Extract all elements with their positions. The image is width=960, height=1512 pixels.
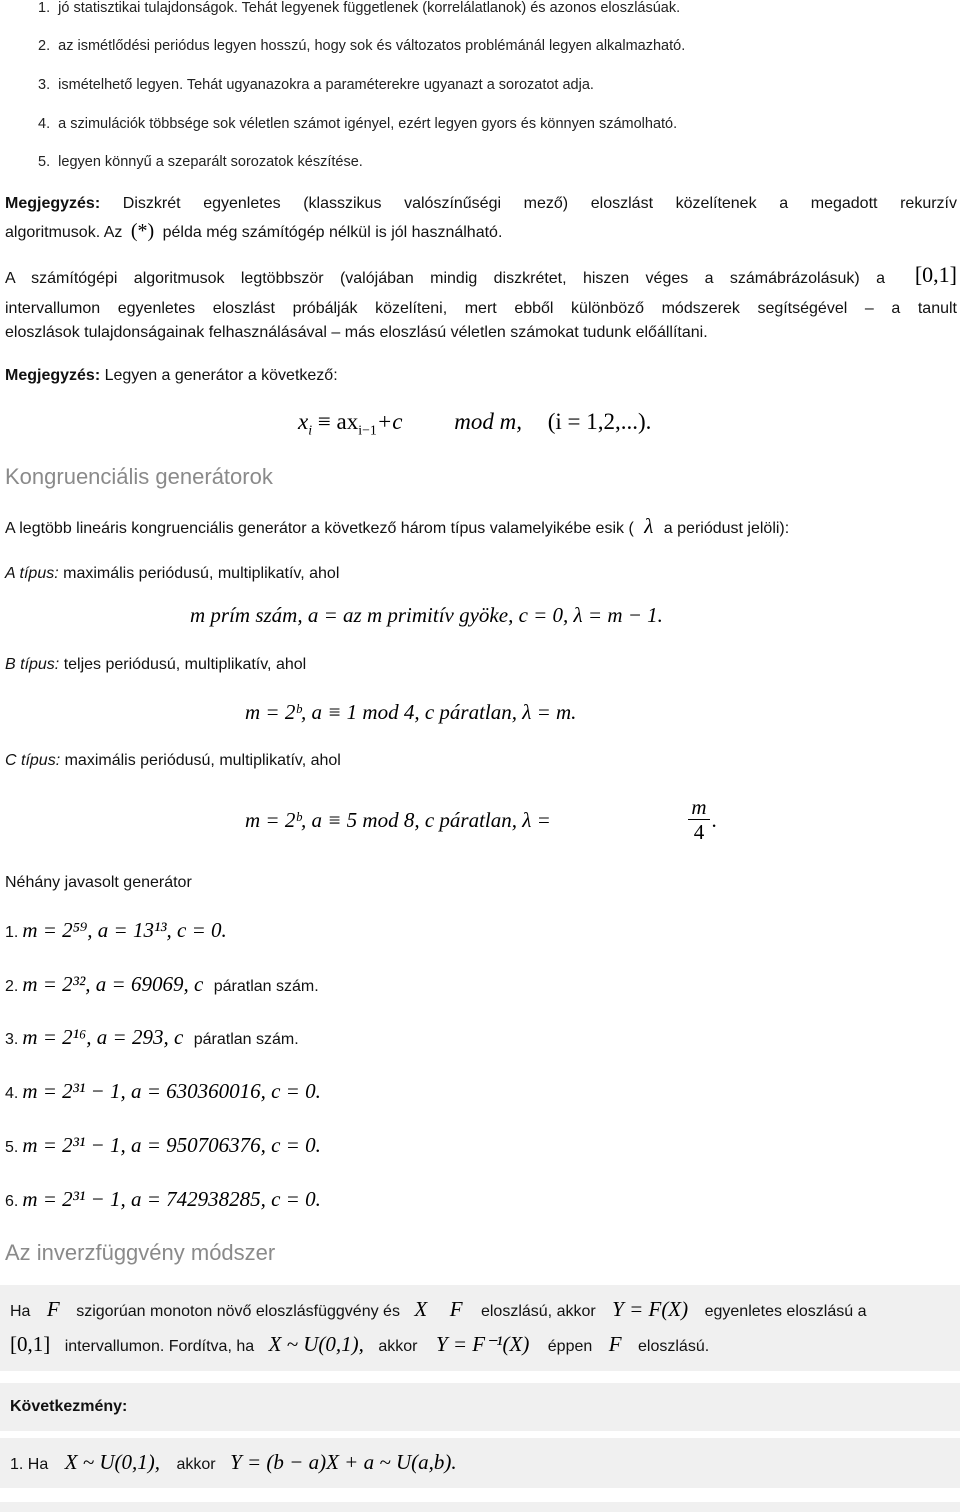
list-item — [38, 0, 680, 16]
note-paragraph-line2 — [5, 219, 502, 245]
theorem-line-1 — [10, 1297, 866, 1324]
note-label: Megjegyzés: — [5, 195, 101, 212]
list-text: legyen könnyű a szeparált sorozatok készítése. — [58, 154, 363, 170]
formula-part: x — [298, 409, 309, 434]
formula-part: +c — [376, 409, 403, 434]
section-heading: Kongruenciális generátorok — [5, 464, 273, 489]
list-number: 2. — [38, 38, 51, 54]
theorem-text: szigorúan monoton növő eloszlásfüggvény és — [76, 1303, 400, 1320]
list-text: ismételhető legyen. Tehát ugyanazokra a paraméterekre ugyanazt a sorozatot adja. — [58, 77, 594, 93]
generator-item — [5, 1025, 299, 1052]
list-number: 1. — [38, 0, 51, 16]
list-text: a szimulációk többsége sok véletlen számot igényel, ezért legyen gyors és könnyen számolható. — [58, 116, 678, 132]
list-number: 3. — [38, 77, 51, 93]
formula-part: X ~ U(0,1), — [64, 1450, 161, 1474]
generator-formula: m = 2³¹ − 1, a = 950706376, c = 0. — [22, 1133, 321, 1157]
corollary-box — [0, 1383, 960, 1431]
list-text: jó statisztikai tulajdonságok. Tehát legyenek függetlenek (korrelálatlanok) és azonos eloszlásúak. — [58, 0, 681, 16]
item-number: 1. — [5, 924, 19, 941]
formula-part: X ~ U(0,1), — [268, 1332, 364, 1356]
fraction-numerator: m — [688, 795, 710, 820]
fraction — [688, 795, 710, 844]
item-number: 5. — [5, 1139, 19, 1156]
generator-formula — [298, 409, 651, 439]
type-a-line — [5, 562, 339, 586]
generator-formula: m = 2⁵⁹, a = 13¹³, c = 0. — [22, 918, 227, 942]
note-paragraph — [5, 364, 338, 388]
list-item — [38, 154, 363, 170]
type-text: maximális periódusú, multiplikatív, ahol — [64, 752, 341, 769]
formula-part: Y = (b − a)X + a ~ U(a,b). — [230, 1450, 457, 1474]
list-item — [38, 77, 594, 93]
generator-item — [5, 1187, 321, 1214]
paragraph-text: intervallumon egyenletes eloszlást próbálják közelíteni, mert ebből különböző módszerek segítségével – a tanult — [5, 300, 957, 317]
section-heading: Az inverzfüggvény módszer — [5, 1240, 276, 1265]
next-box — [0, 1502, 960, 1512]
list-item — [38, 38, 685, 54]
type-b-formula: m = 2ᵇ, a ≡ 1 mod 4, c páratlan, λ = m. — [245, 700, 577, 724]
formula-part: [0,1] — [10, 1332, 51, 1356]
theorem-text: Ha — [10, 1303, 31, 1320]
theorem-text: eloszlású. — [638, 1338, 710, 1355]
type-c-formula: m = 2ᵇ, a ≡ 5 mod 8, c páratlan, λ = — [245, 808, 551, 832]
corollary-item-box — [0, 1438, 960, 1488]
type-c-line — [5, 749, 341, 773]
theorem-text: éppen — [547, 1338, 593, 1355]
list-text: az ismétlődési periódus legyen hosszú, hogy sok és változatos problémánál legyen alkalmazható. — [58, 38, 686, 54]
item-number: 6. — [5, 1193, 19, 1210]
corollary-text: akkor — [176, 1456, 216, 1473]
generator-suffix: páratlan szám. — [213, 978, 319, 995]
item-number: 3. — [5, 1031, 19, 1048]
corollary-text: 1. Ha — [10, 1456, 49, 1473]
generator-item — [5, 1079, 321, 1106]
generator-formula: m = 2¹⁶, a = 293, c — [22, 1025, 184, 1049]
interval-formula: [0,1] — [914, 262, 957, 287]
formula-part: F — [449, 1297, 463, 1321]
list-number: 5. — [38, 154, 51, 170]
formula-part: Y = F⁻¹(X) — [435, 1332, 530, 1356]
note-text: Legyen a generátor a következő: — [104, 367, 338, 384]
paragraph-text: eloszlások tulajdonságainak felhasználásával – más eloszlású véletlen számokat tudunk előállítani. — [5, 324, 708, 341]
formula-part: Y = F(X) — [612, 1297, 689, 1321]
item-number: 4. — [5, 1085, 19, 1102]
generator-formula: m = 2³¹ − 1, a = 742938285, c = 0. — [22, 1187, 321, 1211]
note-label: Megjegyzés: — [5, 367, 101, 384]
theorem-text: egyenletes eloszlású a — [704, 1303, 867, 1320]
type-text: maximális periódusú, multiplikatív, ahol — [63, 565, 340, 582]
period: . — [712, 808, 718, 832]
generator-item — [5, 918, 227, 945]
paragraph-text: A legtöbb lineáris kongruenciális generátor a következő három típus valamelyikébe esik ( — [5, 520, 634, 537]
theorem-text: akkor — [378, 1338, 418, 1355]
type-label: A típus: — [5, 565, 59, 582]
type-label: B típus: — [5, 656, 60, 673]
suggested-title: Néhány javasolt generátor — [5, 874, 192, 891]
theorem-text: eloszlású, akkor — [480, 1303, 596, 1320]
type-text: teljes periódusú, multiplikatív, ahol — [63, 656, 307, 673]
generator-suffix: páratlan szám. — [193, 1031, 299, 1048]
theorem-line-2 — [10, 1332, 709, 1359]
formula-part: X — [414, 1297, 428, 1321]
star-symbol: (*) — [130, 220, 155, 242]
formula-part: mod m, — [454, 409, 522, 434]
corollary-label: Következmény: — [10, 1398, 128, 1415]
formula-part: F — [608, 1332, 622, 1356]
formula-part: i−1 — [358, 422, 377, 438]
theorem-text: intervallumon. Fordítva, ha — [64, 1338, 255, 1355]
type-label: C típus: — [5, 752, 61, 769]
intro-paragraph — [5, 514, 789, 541]
paragraph-text: a periódust jelöli): — [663, 520, 790, 537]
item-number: 2. — [5, 978, 19, 995]
paragraph-line — [5, 262, 957, 291]
note-text: algoritmusok. Az — [5, 224, 123, 241]
note-text: Diszkrét egyenletes (klasszikus valószínűségi mező) eloszlást közelítenek a megadott rekurzív — [122, 195, 957, 212]
type-b-line — [5, 653, 306, 677]
list-item — [38, 116, 677, 132]
type-a-formula: m prím szám, a = az m primitív gyöke, c = 0, λ = m − 1. — [190, 603, 663, 627]
formula-part: (i = 1,2,...). — [547, 409, 652, 434]
generator-item — [5, 972, 319, 999]
note-paragraph — [5, 192, 957, 216]
formula-part: i — [308, 422, 313, 438]
paragraph-text: A számítógépi algoritmusok legtöbbször (valójában mindig diszkrétet, hiszen véges a számábrázolásuk) a — [5, 270, 885, 287]
fraction-denominator: 4 — [693, 820, 705, 844]
lambda-symbol: λ — [644, 514, 654, 538]
note-text: példa még számítógép nélkül is jól használható. — [162, 224, 503, 241]
generator-formula: m = 2³¹ − 1, a = 630360016, c = 0. — [22, 1079, 321, 1103]
list-number: 4. — [38, 116, 51, 132]
theorem-box — [0, 1285, 960, 1371]
generator-formula: m = 2³², a = 69069, c — [22, 972, 204, 996]
formula-part: ≡ ax — [317, 409, 359, 434]
formula-part: F — [46, 1297, 60, 1321]
generator-item — [5, 1133, 321, 1160]
corollary-item — [10, 1450, 457, 1477]
